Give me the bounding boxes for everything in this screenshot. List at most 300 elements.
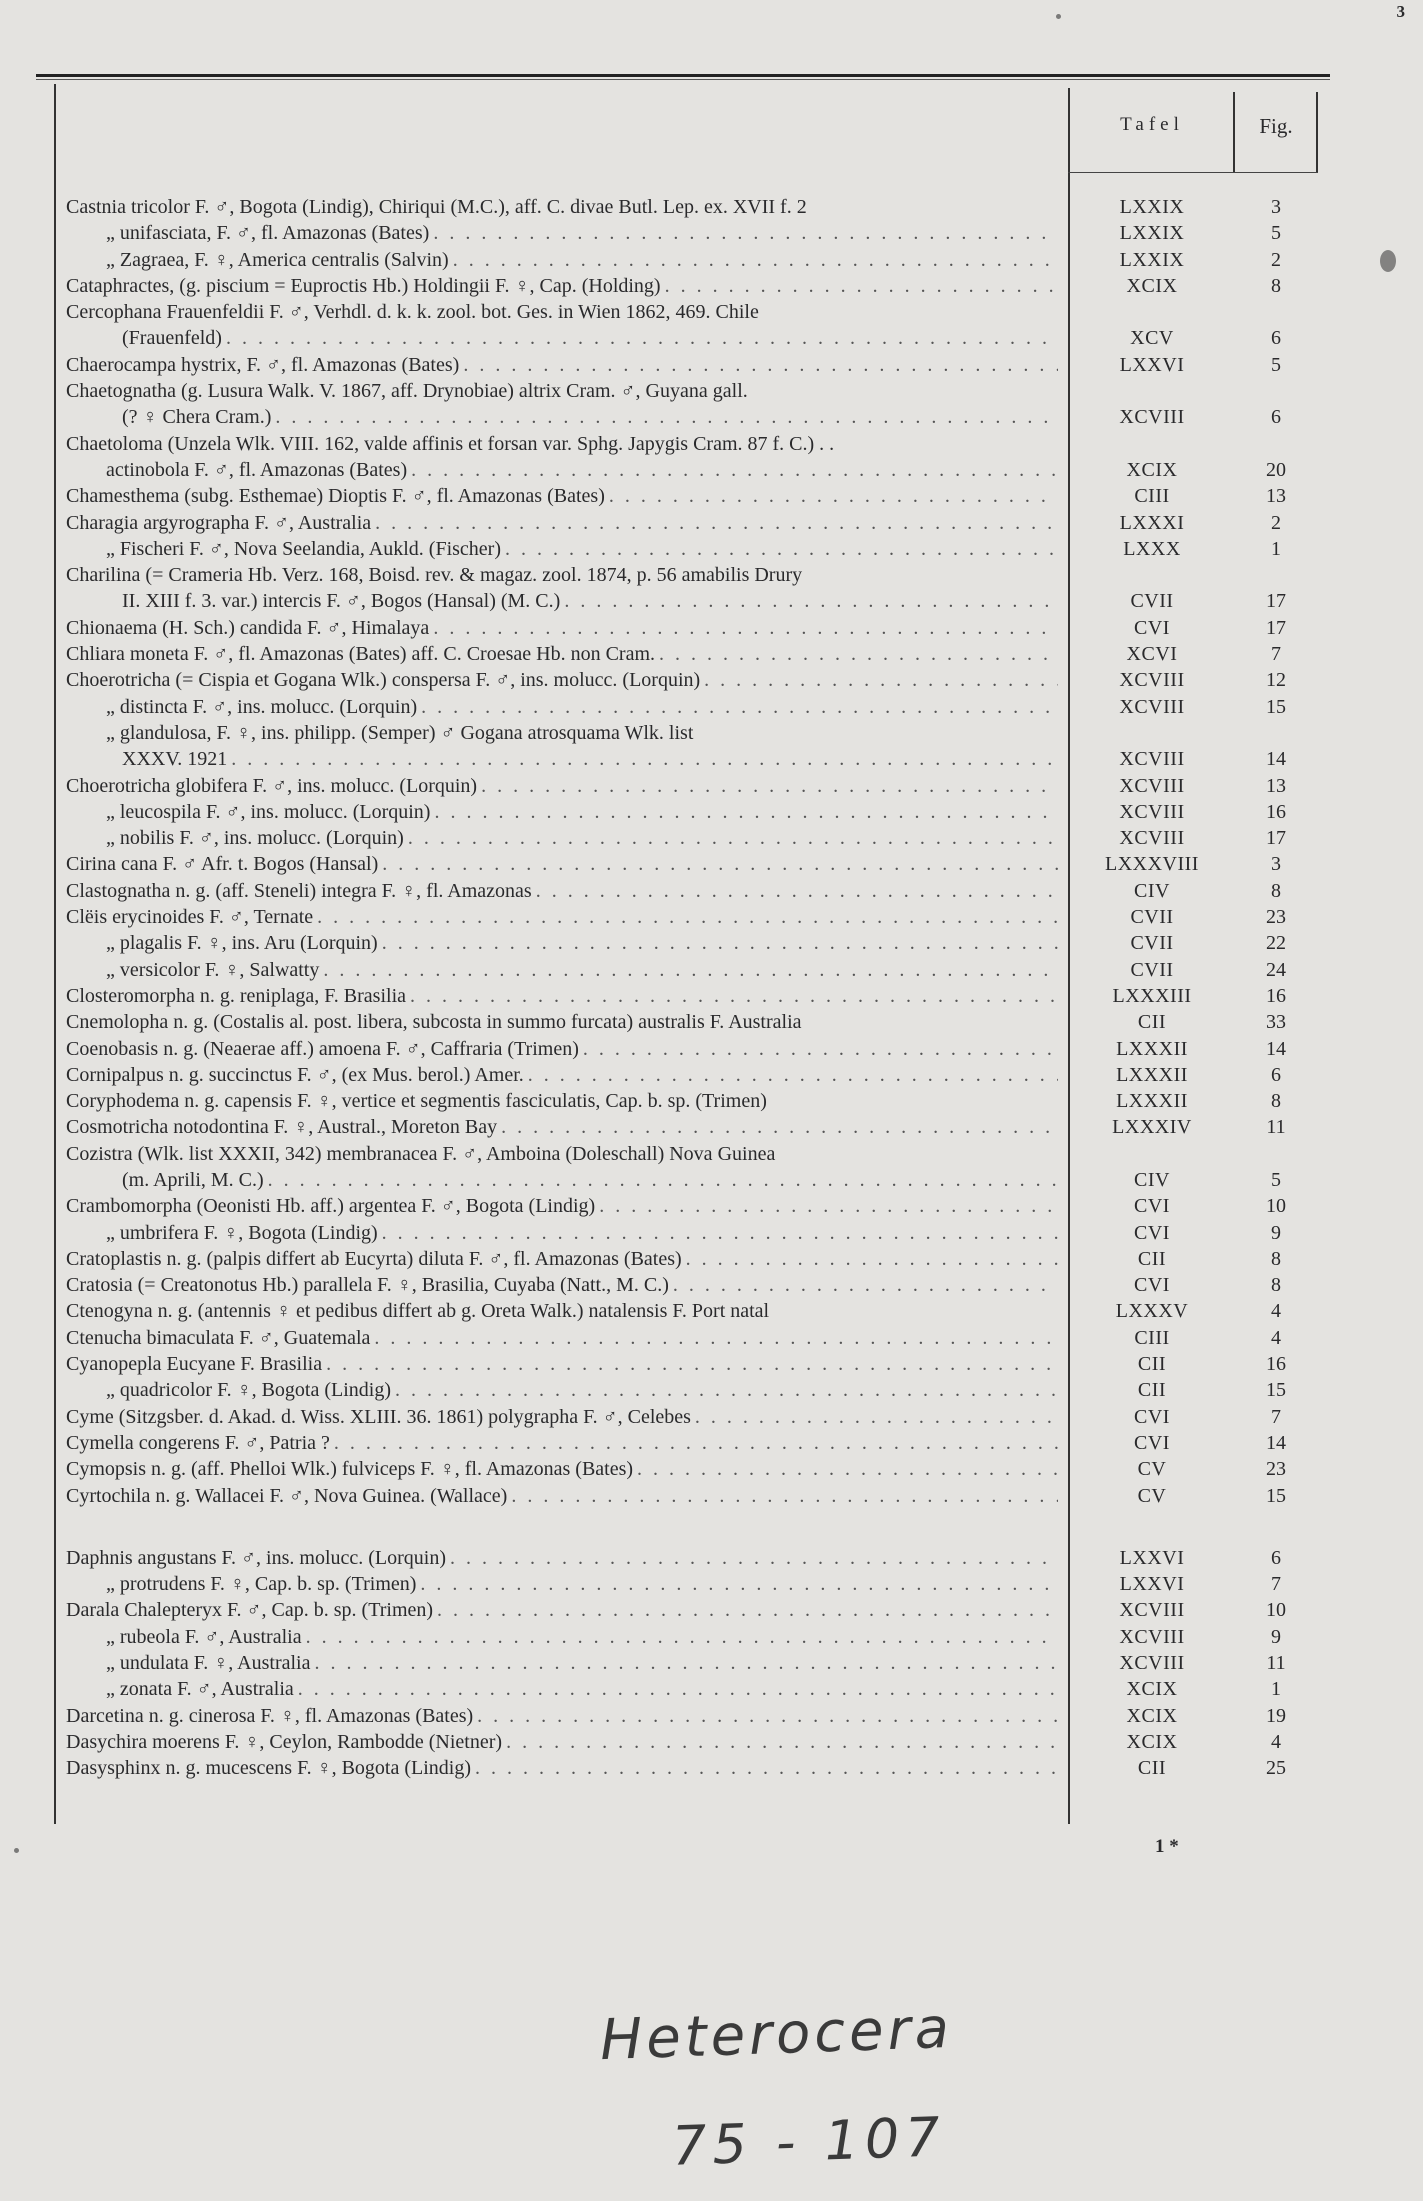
index-entry	[66, 773, 1326, 799]
entry-text-line	[66, 983, 1058, 1009]
entry-text: „ unifasciata, F. ♂, fl. Amazonas (Bates)	[106, 222, 430, 245]
leader-dots	[471, 1755, 1058, 1781]
tafel-value: CIII	[1134, 485, 1170, 508]
tafel-value: XCIX	[1126, 1704, 1178, 1727]
entry-text-line	[66, 720, 1058, 746]
fig-value: 14	[1266, 1431, 1286, 1454]
entry-text-line	[66, 273, 1058, 299]
index-entry	[66, 1298, 1326, 1324]
fig-value: 10	[1266, 1195, 1286, 1218]
index-entry	[66, 1597, 1326, 1623]
index-entry	[66, 1141, 1326, 1167]
tafel-value: XCIX	[1126, 1730, 1178, 1753]
tafel-value: LXXIX	[1119, 222, 1185, 245]
tafel-value: CVI	[1134, 1405, 1170, 1428]
entry-text: „ Zagraea, F. ♀, America centralis (Salvin)	[106, 248, 449, 271]
entry-text: Dasychira moerens F. ♀, Ceylon, Rambodde (Nietner)	[66, 1730, 503, 1753]
tafel-value: LXXXV	[1115, 1300, 1189, 1323]
entry-text: Cyanopepla Eucyane F. Brasilia	[66, 1353, 323, 1376]
fig-value: 8	[1271, 1090, 1281, 1113]
leader-dots	[222, 325, 1058, 351]
index-entry	[66, 746, 1326, 772]
entry-text: Darcetina n. g. cinerosa F. ♀, fl. Amazonas (Bates)	[66, 1704, 474, 1727]
tafel-value: CV	[1137, 1458, 1167, 1481]
leader-dots	[433, 1597, 1058, 1623]
tafel-value: CVI	[1134, 1274, 1170, 1297]
tafel-value: LXXXVIII	[1105, 853, 1199, 876]
leader-dots	[406, 983, 1058, 1009]
index-entry	[66, 1650, 1326, 1676]
tafel-value: LXXXII	[1116, 1090, 1188, 1113]
index-entry	[66, 1456, 1326, 1482]
fig-value: 9	[1271, 1221, 1281, 1244]
index-entry	[66, 1404, 1326, 1430]
tafel-value: CII	[1137, 1353, 1167, 1376]
index-entry	[66, 299, 1326, 325]
tafel-value: CII	[1137, 1011, 1167, 1034]
leader-dots	[459, 352, 1058, 378]
fig-value: 23	[1266, 906, 1286, 929]
index-entry	[66, 1624, 1326, 1650]
tafel-value: XCVIII	[1119, 1625, 1185, 1648]
fig-value: 1	[1271, 1678, 1281, 1701]
fig-value: 15	[1266, 695, 1286, 718]
index-entry	[66, 1430, 1326, 1456]
fig-value: 33	[1266, 1011, 1286, 1034]
index-entry	[66, 194, 1326, 220]
fig-value: 22	[1266, 932, 1286, 955]
fig-value: 2	[1271, 511, 1281, 534]
entry-text: Chliara moneta F. ♂, fl. Amazonas (Bates) aff. C. Croesae Hb. non Cram.	[66, 643, 656, 666]
entry-text: Cataphractes, (g. piscium = Euproctis Hb.) Holdingii F. ♀, Cap. (Holding)	[66, 274, 661, 297]
fig-value: 20	[1266, 458, 1286, 481]
index-entry	[66, 904, 1326, 930]
tafel-value: XCVIII	[1119, 406, 1185, 429]
leader-dots	[633, 1456, 1058, 1482]
entry-text-line	[66, 378, 1058, 404]
index-entry	[66, 588, 1326, 614]
fig-value: 23	[1266, 1458, 1286, 1481]
entry-text-line	[66, 1220, 1058, 1246]
leader-dots	[391, 1377, 1058, 1403]
entry-text-line	[66, 588, 1058, 614]
index-entry	[66, 483, 1326, 509]
tafel-value: XCVIII	[1119, 800, 1185, 823]
fig-value: 9	[1271, 1625, 1281, 1648]
entry-text: Chaetognatha (g. Lusura Walk. V. 1867, aff. Drynobiae) altrix Cram. ♂, Guyana gall.	[66, 380, 748, 403]
leader-dots	[322, 1351, 1058, 1377]
entry-text-line	[66, 1456, 1058, 1482]
leader-dots	[417, 694, 1058, 720]
fig-value: 24	[1266, 958, 1286, 981]
entry-text-line	[66, 299, 1058, 325]
index-entry	[66, 1676, 1326, 1702]
index-entry	[66, 1755, 1326, 1781]
tafel-value: CVI	[1134, 1431, 1170, 1454]
page-number: 3	[1396, 2, 1405, 21]
index-entry	[66, 404, 1326, 430]
entry-text: Cornipalpus n. g. succinctus F. ♂, (ex Mus. berol.) Amer.	[66, 1063, 524, 1086]
entry-text-line	[66, 562, 1058, 588]
top-rule-thin	[36, 79, 1330, 80]
entry-text: „ glandulosa, F. ♀, ins. philipp. (Semper) ♂ Gogana atrosquama Wlk. list	[106, 721, 694, 744]
fig-value: 16	[1266, 984, 1286, 1007]
entry-text-line	[66, 825, 1058, 851]
fig-value: 7	[1271, 1405, 1281, 1428]
entry-text: Cratoplastis n. g. (palpis differt ab Eucyrta) diluta F. ♂, fl. Amazonas (Bates)	[66, 1247, 682, 1270]
leader-dots	[370, 1325, 1058, 1351]
entry-text: actinobola F. ♂, fl. Amazonas (Bates)	[106, 458, 408, 481]
leader-dots	[429, 220, 1058, 246]
leader-dots	[691, 1404, 1058, 1430]
entry-text-line	[66, 694, 1058, 720]
tafel-value: CVI	[1134, 1195, 1170, 1218]
entry-text-line	[66, 1755, 1058, 1781]
fig-value: 2	[1271, 248, 1281, 271]
entry-text-line	[66, 930, 1058, 956]
fig-value: 16	[1266, 1353, 1286, 1376]
entry-text-line	[66, 1272, 1058, 1298]
entry-text: Closteromorpha n. g. reniplaga, F. Brasilia	[66, 984, 406, 1007]
index-entry	[66, 562, 1326, 588]
entry-text-line	[66, 325, 1058, 351]
leader-dots	[669, 1272, 1058, 1298]
leader-dots	[407, 457, 1058, 483]
leader-dots	[330, 1430, 1058, 1456]
leader-dots	[661, 273, 1058, 299]
index-entry	[66, 431, 1326, 457]
entry-text: „ nobilis F. ♂, ins. molucc. (Lorquin)	[106, 827, 404, 850]
fig-value: 12	[1266, 669, 1286, 692]
entry-text-line	[66, 194, 1058, 220]
tafel-value: CII	[1137, 1247, 1167, 1270]
leader-dots	[579, 1036, 1058, 1062]
entry-text: Clëis erycinoides F. ♂, Ternate	[66, 906, 314, 929]
index-entry	[66, 378, 1326, 404]
entry-text-line	[66, 1167, 1058, 1193]
fig-value: 7	[1271, 1573, 1281, 1596]
entry-text-line	[66, 667, 1058, 693]
entry-text: „ protrudens F. ♀, Cap. b. sp. (Trimen)	[106, 1573, 417, 1596]
tafel-value: CVI	[1134, 616, 1170, 639]
entry-text-line	[66, 1325, 1058, 1351]
entry-text-line	[66, 1703, 1058, 1729]
entry-text-line	[66, 904, 1058, 930]
entry-text-line	[66, 1571, 1058, 1597]
entry-text-line	[66, 1351, 1058, 1377]
index-entry	[66, 667, 1326, 693]
entry-text-line	[66, 641, 1058, 667]
entry-text-line	[66, 1246, 1058, 1272]
index-entry	[66, 641, 1326, 667]
entry-text: „ quadricolor F. ♀, Bogota (Lindig)	[106, 1379, 392, 1402]
leader-dots	[264, 1167, 1058, 1193]
fig-value: 19	[1266, 1704, 1286, 1727]
entry-text-line	[66, 1624, 1058, 1650]
entry-text: (Frauenfeld)	[122, 327, 222, 350]
index-entry	[66, 1167, 1326, 1193]
index-entry	[66, 799, 1326, 825]
leader-dots	[682, 1246, 1058, 1272]
index-entry	[66, 510, 1326, 536]
entry-text-line	[66, 510, 1058, 536]
index-entry	[66, 1246, 1326, 1272]
fig-value: 14	[1266, 1037, 1286, 1060]
entry-text: „ zonata F. ♂, Australia	[106, 1678, 294, 1701]
entry-text: Cercophana Frauenfeldii F. ♂, Verhdl. d. k. k. zool. bot. Ges. in Wien 1862, 469. Chile	[66, 301, 759, 324]
entry-text: (? ♀ Chera Cram.)	[122, 406, 272, 429]
fig-value: 5	[1271, 353, 1281, 376]
tafel-value: LXXVI	[1119, 353, 1185, 376]
tafel-value: XCVIII	[1119, 774, 1185, 797]
fig-value: 11	[1266, 1116, 1286, 1139]
fig-value: 4	[1271, 1326, 1281, 1349]
entry-text-line	[66, 1545, 1058, 1571]
tafel-value: CII	[1137, 1379, 1167, 1402]
entry-text: Cyme (Sitzgsber. d. Akad. d. Wiss. XLIII. 36. 1861) polygrapha F. ♂, Celebes	[66, 1405, 691, 1428]
fig-value: 6	[1271, 327, 1281, 350]
tafel-value: XCVIII	[1119, 1652, 1185, 1675]
entry-text: „ leucospila F. ♂, ins. molucc. (Lorquin)	[106, 800, 431, 823]
leader-dots	[655, 641, 1058, 667]
entry-text: Ctenogyna n. g. (antennis ♀ et pedibus differt ab g. Oreta Walk.) natalensis F. Port natal	[66, 1300, 770, 1323]
index-entry	[66, 983, 1326, 1009]
entry-text-line	[66, 1062, 1058, 1088]
tafel-value: LXXXIV	[1112, 1116, 1192, 1139]
index-entry	[66, 1114, 1326, 1140]
entry-text-line	[66, 1088, 1058, 1114]
tafel-header: Tafel	[1120, 114, 1184, 135]
signature-mark: 1 *	[1155, 1836, 1179, 1857]
entry-text: „ versicolor F. ♀, Salwatty	[106, 958, 320, 981]
entry-text-line	[66, 1404, 1058, 1430]
leader-dots	[449, 247, 1058, 273]
leader-dots	[294, 1676, 1058, 1702]
leader-dots	[507, 1483, 1058, 1509]
fig-value: 17	[1266, 590, 1286, 613]
handwritten-title: Heterocera	[598, 1995, 954, 2074]
entry-text-line	[66, 1298, 1058, 1324]
entry-text: Charagia argyrographa F. ♂, Australia	[66, 511, 372, 534]
leader-dots	[404, 825, 1058, 851]
leader-dots	[302, 1624, 1058, 1650]
entry-text: „ distincta F. ♂, ins. molucc. (Lorquin)	[106, 695, 418, 718]
leader-dots	[430, 799, 1058, 825]
index-entry	[66, 325, 1326, 351]
entry-text: Chionaema (H. Sch.) candida F. ♂, Himalaya	[66, 616, 430, 639]
entry-text-line	[66, 1597, 1058, 1623]
entry-text: Charilina (= Crameria Hb. Verz. 168, Boisd. rev. & magaz. zool. 1874, p. 56 amabilis Drury	[66, 564, 803, 587]
entry-text-line	[66, 1650, 1058, 1676]
tafel-value: CVII	[1130, 958, 1174, 981]
leader-dots	[502, 1729, 1058, 1755]
fig-value: 5	[1271, 222, 1281, 245]
tafel-value: LXXXII	[1116, 1063, 1188, 1086]
entry-text: Coenobasis n. g. (Neaerae aff.) amoena F. ♂, Caffraria (Trimen)	[66, 1037, 579, 1060]
entry-text: Cratosia (= Creatonotus Hb.) parallela F. ♀, Brasilia, Cuyaba (Natt., M. C.)	[66, 1274, 669, 1297]
index-entry	[66, 273, 1326, 299]
leader-dots	[700, 667, 1058, 693]
entry-text: Coryphodema n. g. capensis F. ♀, vertice et segmentis fasciculatis, Cap. b. sp. (Trimen)	[66, 1090, 767, 1113]
tafel-value: XCIX	[1126, 1678, 1178, 1701]
entry-text: „ Fischeri F. ♂, Nova Seelandia, Aukld. (Fischer)	[106, 537, 501, 560]
index-entry	[66, 1272, 1326, 1298]
index-entry	[66, 1729, 1326, 1755]
tafel-value: XCVI	[1126, 643, 1178, 666]
index-entry	[66, 1351, 1326, 1377]
entry-text-line	[66, 1141, 1058, 1167]
fig-value: 8	[1271, 274, 1281, 297]
entry-text: (m. Aprili, M. C.)	[122, 1168, 264, 1191]
leader-dots	[371, 510, 1058, 536]
entry-text: Cnemolopha n. g. (Costalis al. post. libera, subcosta in summo furcata) australis F. Australia	[66, 1011, 802, 1034]
left-column-rule	[54, 84, 56, 1824]
index-entry	[66, 1325, 1326, 1351]
leader-dots	[310, 1650, 1058, 1676]
entry-text-line	[66, 536, 1058, 562]
entry-text-line	[66, 1676, 1058, 1702]
entry-text-line	[66, 457, 1058, 483]
right-column-rule	[1316, 92, 1318, 172]
entry-text: Chaetoloma (Unzela Wlk. VIII. 162, valde affinis et forsan var. Sphg. Japygis Cram. 87 f. C.) . .	[66, 432, 835, 455]
entry-text-line	[66, 851, 1058, 877]
index-entry	[66, 536, 1326, 562]
tafel-value: CIII	[1134, 1326, 1170, 1349]
index-entry	[66, 694, 1326, 720]
index-entry	[66, 457, 1326, 483]
tafel-value: XCV	[1130, 327, 1174, 350]
fig-header: Fig.	[1259, 114, 1293, 138]
index-entry	[66, 825, 1326, 851]
fig-value: 1	[1271, 537, 1281, 560]
tafel-value: LXXX	[1123, 537, 1181, 560]
tafel-value: CV	[1137, 1484, 1167, 1507]
leader-dots	[560, 588, 1058, 614]
entry-text-line	[66, 431, 1058, 457]
fig-value: 3	[1271, 196, 1281, 218]
entry-text-line	[66, 1729, 1058, 1755]
entry-text: „ plagalis F. ♀, ins. Aru (Lorquin)	[106, 932, 378, 955]
index-entry	[66, 957, 1326, 983]
entry-text: „ umbrifera F. ♀, Bogota (Lindig)	[106, 1221, 378, 1244]
leader-dots	[227, 746, 1058, 772]
index-entry	[66, 720, 1326, 746]
entry-text-line	[66, 1377, 1058, 1403]
index-entry	[66, 1088, 1326, 1114]
tafel-value: XCIX	[1126, 458, 1178, 481]
fig-value: 25	[1266, 1757, 1286, 1780]
index-entry	[66, 1062, 1326, 1088]
index-entry	[66, 247, 1326, 273]
tafel-value: LXXIX	[1119, 196, 1185, 218]
tafel-value: XCVIII	[1119, 695, 1185, 718]
index-entry	[66, 851, 1326, 877]
entry-text: Cyrtochila n. g. Wallacei F. ♂, Nova Guinea. (Wallace)	[66, 1484, 508, 1507]
handwritten-range: 75 - 107	[670, 2105, 947, 2178]
leader-dots	[605, 483, 1058, 509]
index-entry	[66, 1545, 1326, 1571]
entry-text: Cymopsis n. g. (aff. Phelloi Wlk.) fulviceps F. ♀, fl. Amazonas (Bates)	[66, 1458, 634, 1481]
entry-text-line	[66, 799, 1058, 825]
entry-text-line	[66, 404, 1058, 430]
tafel-value: LXXXII	[1116, 1037, 1188, 1060]
entry-text: Cozistra (Wlk. list XXXII, 342) membranacea F. ♂, Amboina (Doleschall) Nova Guinea	[66, 1142, 776, 1165]
index-entry	[66, 352, 1326, 378]
index-entries	[66, 194, 1326, 1782]
tafel-value: CVII	[1130, 906, 1174, 929]
fig-value: 13	[1266, 774, 1286, 797]
index-entry	[66, 1703, 1326, 1729]
entry-text-line	[66, 1483, 1058, 1509]
leader-dots	[429, 615, 1058, 641]
entry-text: Clastognatha n. g. (aff. Steneli) integra F. ♀, fl. Amazonas	[66, 879, 532, 902]
fig-value: 8	[1271, 879, 1281, 902]
fig-value: 11	[1266, 1652, 1286, 1675]
fig-value: 13	[1266, 485, 1286, 508]
tafel-value: XCIX	[1126, 274, 1178, 297]
tafel-value: CVII	[1130, 590, 1174, 613]
fig-value: 6	[1271, 1546, 1281, 1569]
entry-text: XXXV. 1921	[122, 748, 228, 771]
tafel-value: LXXVI	[1119, 1546, 1185, 1569]
fig-value: 10	[1266, 1599, 1286, 1622]
entry-text: Cosmotricha notodontina F. ♀, Austral., Moreton Bay	[66, 1116, 498, 1139]
tafel-value: CII	[1137, 1757, 1167, 1780]
fig-value: 6	[1271, 1063, 1281, 1086]
fig-value: 4	[1271, 1730, 1281, 1753]
ink-speck	[1056, 14, 1061, 19]
tafel-value: XCVIII	[1119, 669, 1185, 692]
fig-value: 16	[1266, 800, 1286, 823]
tafel-value: LXXVI	[1119, 1573, 1185, 1596]
index-entry	[66, 1193, 1326, 1219]
tafel-value: XCVIII	[1119, 748, 1185, 771]
fig-value: 4	[1271, 1300, 1281, 1323]
tafel-value: LXXXI	[1119, 511, 1185, 534]
entry-text-line	[66, 1114, 1058, 1140]
entry-text: Choerotricha (= Cispia et Gogana Wlk.) conspersa F. ♂, ins. molucc. (Lorquin)	[66, 669, 701, 692]
entry-text-line	[66, 746, 1058, 772]
fig-value: 3	[1271, 853, 1281, 876]
tafel-value: XCVIII	[1119, 1599, 1185, 1622]
top-rule	[36, 74, 1330, 77]
tafel-value: XCVIII	[1119, 827, 1185, 850]
index-entry	[66, 878, 1326, 904]
index-entry	[66, 1220, 1326, 1246]
leader-dots	[446, 1545, 1058, 1571]
entry-text: Castnia tricolor F. ♂, Bogota (Lindig), Chiriqui (M.C.), aff. C. divae Butl. Lep. ex. XVII f. 2	[66, 196, 807, 218]
entry-text: Darala Chalepteryx F. ♂, Cap. b. sp. (Trimen)	[66, 1599, 434, 1622]
entry-text-line	[66, 247, 1058, 273]
index-entry	[66, 930, 1326, 956]
entry-text: Chamesthema (subg. Esthemae) Dioptis F. ♂, fl. Amazonas (Bates)	[66, 485, 605, 508]
fig-value: 5	[1271, 1168, 1281, 1191]
fig-value: 7	[1271, 643, 1281, 666]
header-underline	[1068, 172, 1318, 173]
tafel-value: LXXXIII	[1112, 984, 1192, 1007]
leader-dots	[497, 1114, 1058, 1140]
fig-value: 8	[1271, 1274, 1281, 1297]
entry-text-line	[66, 1193, 1058, 1219]
ink-speck	[1380, 250, 1396, 272]
entry-text: „ rubeola F. ♂, Australia	[106, 1625, 302, 1648]
leader-dots	[501, 536, 1058, 562]
index-entry	[66, 1036, 1326, 1062]
entry-text: Choerotricha globifera F. ♂, ins. molucc. (Lorquin)	[66, 774, 478, 797]
entry-text: Cymella congerens F. ♂, Patria ?	[66, 1431, 330, 1454]
entry-text-line	[66, 1009, 1058, 1035]
index-entry	[66, 1377, 1326, 1403]
